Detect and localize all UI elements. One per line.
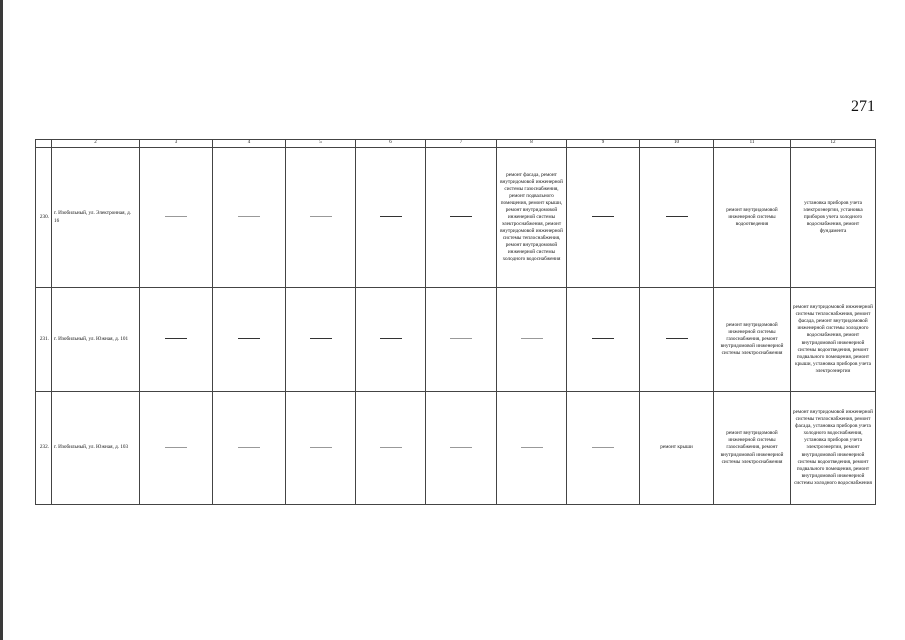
table-header-row [36,140,876,148]
header-cell: 11 [714,140,791,148]
empty-dash-cell [213,288,286,392]
dash-mark [238,447,260,448]
works-col8: ремонт фасада, ремонт внутридомовой инженерной системы газоснабжения, ремонт подвального помещения, ремонт крыши, ремонт внутридомовой инженерной системы электроснабжения, ремонт внутридомовой инженерной системы теплоснабжения, ремонт внутридомовой инженерной системы холодного водоснабжения [497,148,567,288]
dash-mark [310,216,332,217]
works-col12: установка приборов учета электроэнергии, установка приборов учета холодного водоснабжения, ремонт фундамента [791,148,876,288]
dash-mark [165,216,187,217]
dash-mark [380,338,402,339]
empty-dash-cell [640,148,714,288]
empty-dash-cell [140,392,213,505]
empty-dash-cell [426,148,497,288]
table-row [36,392,876,505]
empty-dash-cell [567,148,640,288]
empty-dash-cell [286,148,356,288]
empty-dash-cell [286,288,356,392]
empty-dash-cell [286,392,356,505]
table-row [36,148,876,288]
header-cell: 5 [286,140,356,148]
scan-left-edge [0,0,3,640]
header-cell: 12 [791,140,876,148]
works-col11: ремонт внутридомовой инженерной системы газоснабжения, ремонт внутридомовой инженерной системы электроснабжения [714,392,791,505]
dash-mark [450,216,472,217]
header-cell: 2 [52,140,140,148]
dash-mark [592,338,614,339]
dash-mark [666,216,688,217]
works-col11: ремонт внутридомовой инженерной системы газоснабжения, ремонт внутридомовой инженерной системы электроснабжения [714,288,791,392]
dash-mark [165,447,187,448]
row-address: г. Изобильный, ул. Южная, д. 101 [52,288,140,392]
empty-dash-cell [640,288,714,392]
works-col12: ремонт внутридомовой инженерной системы теплоснабжения, ремонт фасада, ремонт внутридомовой инженерной системы холодного водоснабжения, ремонт внутридомовой инженерной системы водоотведения, ремонт подвального помещения, ремонт крыши, установка приборов учета электроэнергии [791,288,876,392]
row-address: г. Изобильный, ул. Южная, д. 103 [52,392,140,505]
empty-dash-cell [356,288,426,392]
header-cell: 7 [426,140,497,148]
dash-mark [450,447,472,448]
header-cell [36,140,52,148]
header-cell: 8 [497,140,567,148]
empty-dash-cell [426,288,497,392]
empty-dash-cell [140,288,213,392]
row-address: г. Изобильный, ул. Электронная, д. 16 [52,148,140,288]
works-col10: ремонт крыши [640,392,714,505]
empty-dash-cell [140,148,213,288]
empty-dash-cell [567,392,640,505]
dash-mark [380,216,402,217]
empty-dash-cell [213,392,286,505]
page-number: 271 [851,98,875,115]
works-col11: ремонт внутридомовой инженерной системы водоотведения [714,148,791,288]
dash-mark [310,447,332,448]
dash-mark [450,338,472,339]
empty-dash-cell [497,288,567,392]
dash-mark [380,447,402,448]
dash-mark [666,338,688,339]
dash-mark [521,447,543,448]
dash-mark [521,338,543,339]
empty-dash-cell [356,392,426,505]
dash-mark [310,338,332,339]
dash-mark [165,338,187,339]
dash-mark [238,216,260,217]
repair-schedule-table [35,139,876,505]
row-number: 230. [36,148,52,288]
empty-dash-cell [567,288,640,392]
row-number: 232. [36,392,52,505]
empty-dash-cell [213,148,286,288]
dash-mark [592,447,614,448]
header-cell: 4 [213,140,286,148]
header-cell: 10 [640,140,714,148]
empty-dash-cell [426,392,497,505]
header-cell: 6 [356,140,426,148]
dash-mark [592,216,614,217]
dash-mark [238,338,260,339]
header-cell: 3 [140,140,213,148]
header-cell: 9 [567,140,640,148]
empty-dash-cell [356,148,426,288]
table-row [36,288,876,392]
row-number: 231. [36,288,52,392]
works-col12: ремонт внутридомовой инженерной системы теплоснабжения, ремонт фасада, установка приборов учета холодного водоснабжения, установка приборов учета электроэнергии, ремонт внутридомовой инженерной системы водоотведения, ремонт подвального помещения, ремонт внутридомовой инженерной системы холодного водоснабжения [791,392,876,505]
empty-dash-cell [497,392,567,505]
